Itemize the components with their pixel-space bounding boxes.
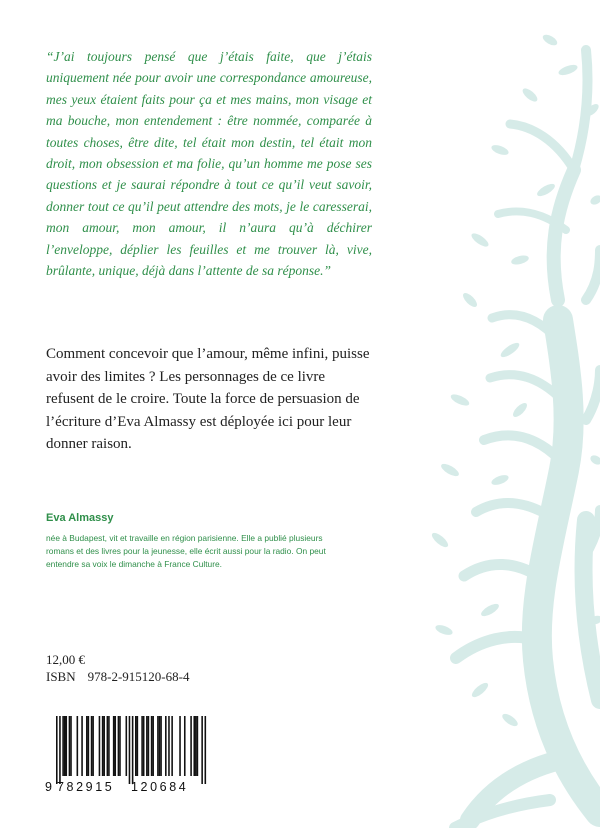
author-name: Eva Almassy <box>46 512 114 524</box>
barcode-bar <box>108 716 110 776</box>
barcode <box>40 712 210 794</box>
barcode-bar <box>141 716 143 776</box>
barcode-bars <box>56 716 206 784</box>
barcode-bar <box>88 716 90 776</box>
barcode-bar <box>195 716 197 776</box>
barcode-bar <box>179 716 181 776</box>
barcode-graphic <box>40 712 210 794</box>
barcode-bar <box>190 716 192 776</box>
barcode-bar <box>171 716 173 776</box>
barcode-bar <box>205 716 207 784</box>
book-blurb: Comment concevoir que l’amour, même infini, puisse avoir des limites ? Les personnages de ce livre refusent de le croire. Toute la force de persuasion de l’écriture d’Eva Almassy est déployée ici pour leur donner raison. <box>46 346 370 452</box>
barcode-bar <box>99 716 101 776</box>
barcode-bar <box>91 716 93 776</box>
barcode-bar <box>86 716 88 776</box>
barcode-bar <box>143 716 145 776</box>
barcode-left-digits: 782915 <box>57 780 115 794</box>
barcode-bar <box>148 716 150 776</box>
quote-excerpt: “J’ai toujours pensé que j’étais faite, que j’étais uniquement née pour avoir une correspondance amoureuse, mes yeux étaient faits pour ça et mes mains, mon visage et ma bouche, mon entendement : être nommée, comparée à toutes choses, être dite, tel était mon destin, tel était mon droit, mon obsession et ma folie, qu’un homme me pose ses questions et je saurai répondre à tout ce qu’il veut savoir, donner tout ce qu’il peut attendre des mots, je le caresserai, mon amour, mon amour, il n’aura qu’à déchirer l’enveloppe, déplier les feuilles et me trouver là, vive, brûlante, unique, déjà dans l’attente de sa réponse.” <box>46 49 372 279</box>
barcode-bar <box>65 716 67 776</box>
isbn-line <box>46 669 189 685</box>
barcode-bar <box>201 716 203 784</box>
barcode-bar <box>197 716 199 776</box>
barcode-bar <box>103 716 105 776</box>
author-bio: née à Budapest, vit et travaille en région parisienne. Elle a publié plusieurs romans et des livres pour la jeunesse, elle écrit aussi pour la radio. On peut entendre sa voix le dimanche à France Culture. <box>46 533 326 569</box>
barcode-bar <box>165 716 167 776</box>
barcode-lead-digit: 9 <box>45 780 52 794</box>
barcode-bar <box>81 716 83 776</box>
isbn-value: 978-2-915120-68-4 <box>87 669 190 684</box>
price: 12,00 € <box>46 652 85 667</box>
barcode-bar <box>193 716 195 776</box>
barcode-bar <box>70 716 72 776</box>
barcode-bar <box>114 716 116 776</box>
barcode-bar <box>77 716 79 776</box>
barcode-bar <box>137 716 139 776</box>
barcode-bar <box>126 716 128 776</box>
barcode-bar <box>184 716 186 776</box>
tree-graphic <box>360 0 600 828</box>
barcode-bar <box>69 716 71 776</box>
barcode-bar <box>113 716 115 776</box>
barcode-bar <box>92 716 94 776</box>
barcode-bar <box>107 716 109 776</box>
barcode-bar <box>59 716 61 784</box>
barcode-bar <box>152 716 154 776</box>
tree-illustration <box>360 0 600 828</box>
barcode-bar <box>56 716 58 784</box>
barcode-bar <box>62 716 64 776</box>
barcode-bar <box>129 716 131 784</box>
barcode-bar <box>102 716 104 776</box>
barcode-bar <box>151 716 153 776</box>
barcode-bar <box>157 716 159 776</box>
isbn-label: ISBN <box>46 669 76 684</box>
barcode-bar <box>168 716 170 776</box>
barcode-bar <box>135 716 137 776</box>
barcode-bar <box>64 716 66 776</box>
barcode-bar <box>160 716 162 776</box>
barcode-right-digits: 120684 <box>131 780 189 794</box>
barcode-bar <box>119 716 121 776</box>
barcode-bar <box>132 716 134 784</box>
barcode-bar <box>118 716 120 776</box>
barcode-bar <box>159 716 161 776</box>
barcode-bar <box>146 716 148 776</box>
